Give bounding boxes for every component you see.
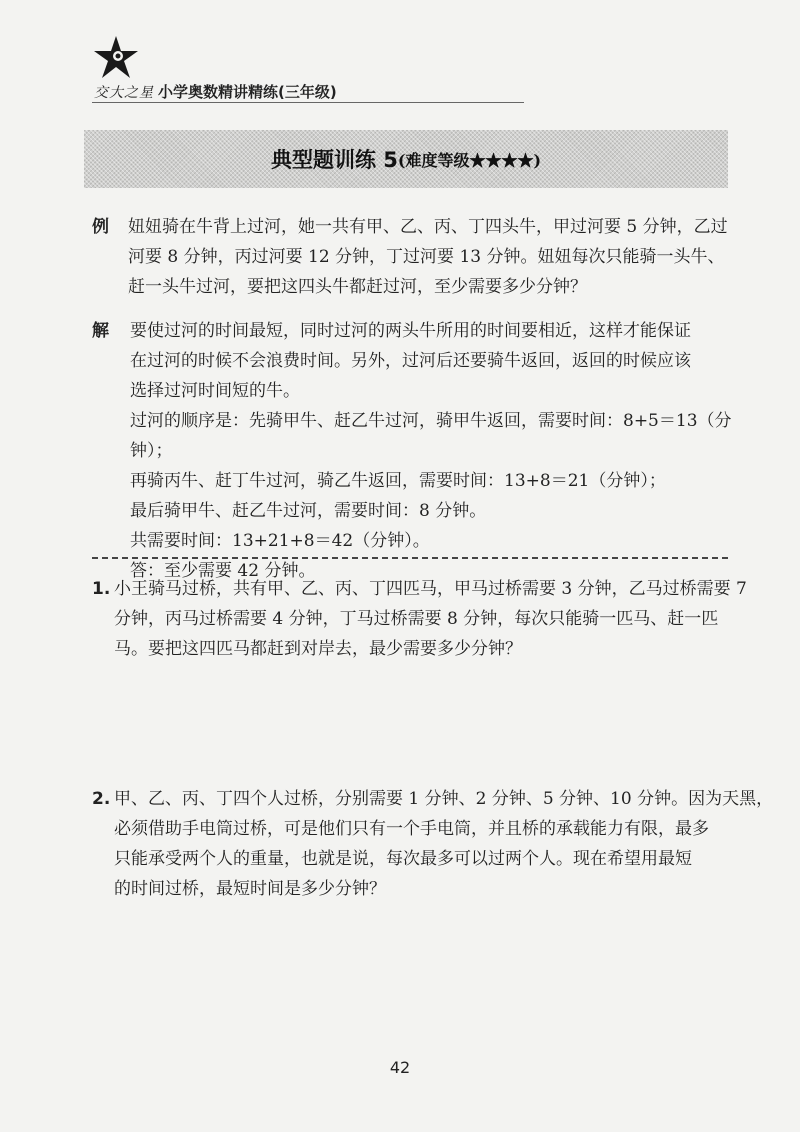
solution-line: 在过河的时候不会浪费时间。另外，过河后还要骑牛返回，返回的时候应该 (130, 351, 691, 371)
solution-line: 答：至少需要 42 分钟。 (130, 561, 316, 581)
question-line: 的时间过桥，最短时间是多少分钟？ (114, 879, 386, 899)
brand-name: 交大之星 (94, 85, 154, 101)
book-title: 小学奥数精讲精练(三年级) (158, 83, 337, 101)
solution-line: 过河的顺序是：先骑甲牛、赶乙牛过河，骑甲牛返回，需要时间：8+5＝13（分 (130, 411, 732, 431)
section-banner (84, 130, 728, 188)
header-rule (92, 102, 524, 103)
example-line: 赶一头牛过河，要把这四头牛都赶过河，至少需要多少分钟？ (128, 277, 587, 297)
banner-title: 典型题训练 5 (270, 148, 398, 172)
question-line: 马。要把这四匹马都赶到对岸去，最少需要多少分钟？ (114, 639, 522, 659)
solution-label: 解 (92, 321, 109, 341)
question-line: 小王骑马过桥，共有甲、乙、丙、丁四匹马，甲马过桥需要 3 分钟，乙马过桥需要 7 (114, 579, 747, 599)
question-number: 2. (92, 789, 111, 809)
question-line: 必须借助手电筒过桥，可是他们只有一个手电筒，并且桥的承载能力有限，最多 (114, 819, 709, 839)
example-label: 例 (92, 217, 109, 237)
solution-line: 最后骑甲牛、赶乙牛过河，需要时间：8 分钟。 (130, 501, 487, 521)
question-line: 甲、乙、丙、丁四个人过桥，分别需要 1 分钟、2 分钟、5 分钟、10 分钟。因为天黑， (114, 789, 774, 809)
question-2-text (114, 784, 773, 904)
page-number: 42 (389, 1058, 411, 1077)
question-number: 1. (92, 579, 111, 599)
question-1-text (114, 574, 747, 664)
star-logo-icon (92, 34, 140, 80)
question-line: 只能承受两个人的重量，也就是说，每次最多可以过两个人。现在希望用最短 (114, 849, 692, 869)
solution-text (130, 316, 732, 586)
page-header (92, 34, 532, 104)
banner-difficulty: (难度等级★★★★) (397, 150, 542, 170)
example-line: 河要 8 分钟，丙过河要 12 分钟，丁过河要 13 分钟。妞妞每次只能骑一头牛、 (128, 247, 725, 267)
solution-line: 要使过河的时间最短，同时过河的两头牛所用的时间要相近，这样才能保证 (130, 321, 691, 341)
dashed-separator (92, 557, 728, 559)
solution-line: 共需要时间：13+21+8＝42（分钟）。 (130, 531, 430, 551)
question-line: 分钟，丙马过桥需要 4 分钟，丁马过桥需要 8 分钟，每次只能骑一匹马、赶一匹 (114, 609, 719, 629)
example-line: 妞妞骑在牛背上过河，她一共有甲、乙、丙、丁四头牛，甲过河要 5 分钟，乙过 (128, 217, 728, 237)
example-text (128, 212, 728, 302)
solution-line: 再骑丙牛、赶丁牛过河，骑乙牛返回，需要时间：13+8＝21（分钟）； (130, 471, 666, 491)
solution-line: 钟）； (130, 441, 173, 461)
solution-line: 选择过河时间短的牛。 (130, 381, 300, 401)
